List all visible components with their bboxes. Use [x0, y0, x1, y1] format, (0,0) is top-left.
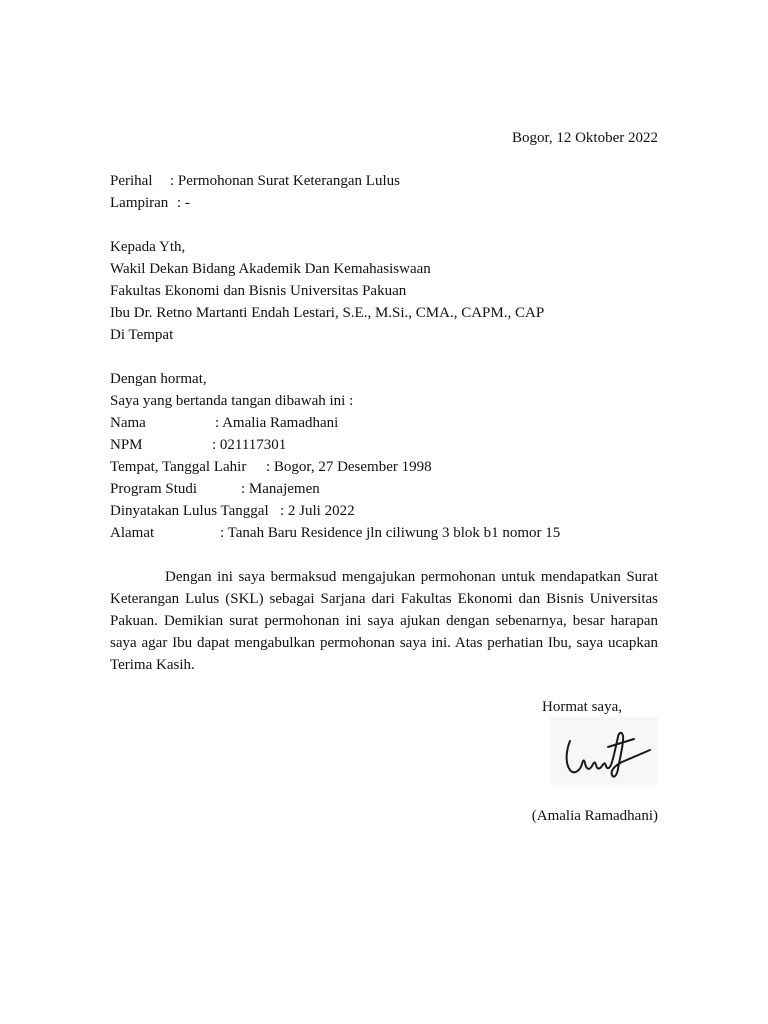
field-label: NPM — [110, 437, 143, 453]
field-value: : Manajemen — [241, 481, 320, 497]
field-label: Nama — [110, 415, 146, 431]
field-row-address — [110, 523, 561, 543]
field-value: : Bogor, 27 Desember 1998 — [266, 459, 432, 475]
attachment-row — [110, 193, 190, 213]
letter-date: Bogor, 12 Oktober 2022 — [511, 130, 658, 146]
field-row-birth — [110, 457, 432, 477]
subject-value: : Permohonan Surat Keterangan Lulus — [170, 173, 400, 189]
recipient-line-3: Ibu Dr. Retno Martanti Endah Lestari, S.E., M.Si., CMA., CAPM., CAP — [110, 305, 545, 321]
handwritten-signature — [550, 717, 658, 785]
field-label: Alamat — [110, 525, 155, 541]
recipient-line-1: Wakil Dekan Bidang Akademik Dan Kemahasiswaan — [110, 261, 431, 277]
signature-image — [550, 717, 658, 785]
recipient-line-4: Di Tempat — [110, 327, 174, 343]
attachment-value: : - — [177, 195, 190, 211]
field-row-program — [110, 479, 320, 499]
body-paragraph: Dengan ini saya bermaksud mengajukan permohonan untuk mendapatkan Surat Keterangan Lulus (SKL) sebagai Sarjana dari Fakultas Ekonomi dan Bisnis Universitas Pakuan. Demikian surat permohonan ini saya ajukan dengan sebenarnya, besar harapan saya agar Ibu dapat mengabulkan permohonan saya ini. Atas perhatian Ibu, saya ucapkan Terima Kasih. — [110, 569, 658, 673]
field-row-npm — [110, 435, 287, 455]
recipient-greeting: Kepada Yth, — [110, 239, 186, 255]
subject-label: Perihal — [110, 173, 153, 189]
field-value: : Amalia Ramadhani — [215, 415, 339, 431]
attachment-label: Lampiran — [110, 195, 169, 211]
closing-phrase: Hormat saya, — [542, 699, 622, 715]
field-row-name — [110, 413, 339, 433]
field-value: : 2 Juli 2022 — [280, 503, 355, 519]
signer-name: (Amalia Ramadhani) — [531, 808, 658, 824]
field-row-graduation — [110, 501, 355, 521]
field-value: : Tanah Baru Residence jln ciliwung 3 blok b1 nomor 15 — [220, 525, 561, 541]
subject-row — [110, 171, 400, 191]
opening-salutation: Dengan hormat, — [110, 371, 207, 387]
field-label: Tempat, Tanggal Lahir — [110, 459, 247, 475]
intro-line: Saya yang bertanda tangan dibawah ini : — [110, 393, 354, 409]
field-label: Dinyatakan Lulus Tanggal — [110, 503, 269, 519]
field-value: : 021117301 — [212, 437, 287, 453]
field-label: Program Studi — [110, 481, 198, 497]
recipient-line-2: Fakultas Ekonomi dan Bisnis Universitas Pakuan — [110, 283, 407, 299]
